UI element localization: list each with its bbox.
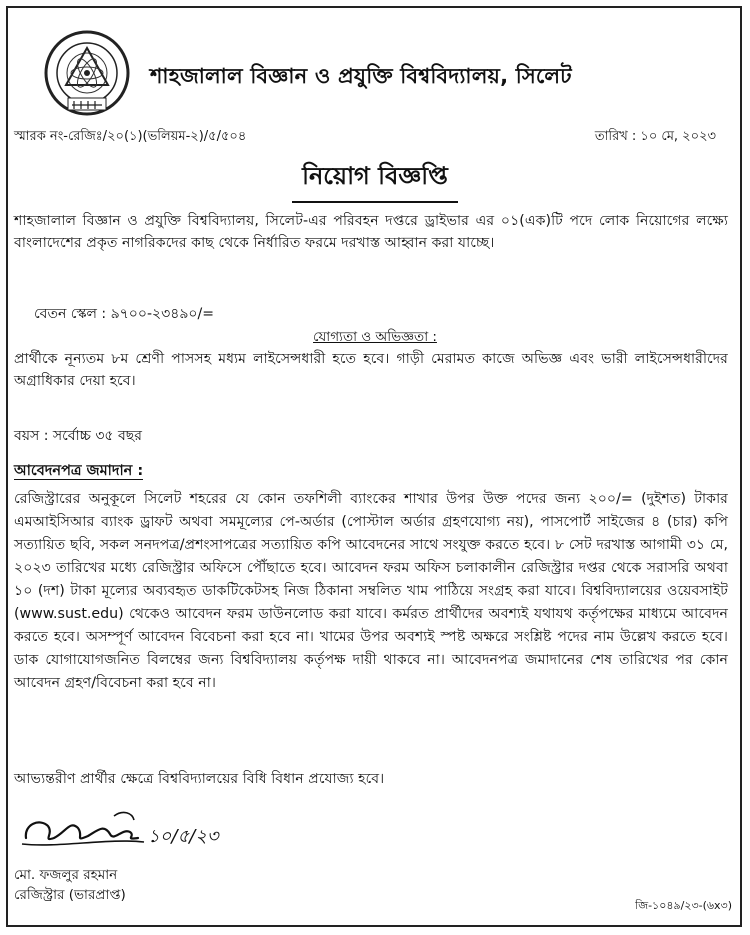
signer-name: মো. ফজলুর রহমান (14, 867, 118, 883)
age-limit: বয়স : সর্বোচ্চ ৩৫ বছর (14, 428, 142, 444)
application-text: রেজিস্ট্রারের অনুকূলে সিলেট শহরের যে কোন তফশিলী ব্যাংকের শাখার উপর উক্ত পদের জন্য ২০০/= (দুইশত) টাকার এমআইসিআর ব্যাংক ড্রাফট অথবা সমমূল্যের পে-অর্ডার (পোস্টাল অর্ডার গ্রহণযোগ্য নয়), পাসপোর্ট সাইজের ৪ (চার) কপি সত্যায়িত ছবি, সকল সনদপত্র/প্রশংসাপত্রের সত্যায়িত কপি আবেদনের সাথে সংযুক্ত করতে হবে। ৮ সেট দরখাস্ত আগামী ৩১ মে, ২০২৩ তারিখের মধ্যে রেজিস্ট্রার অফিসে পৌঁছাতে হবে। আবেদন ফরম অফিস চলাকালীন রেজিস্ট্রার দপ্তর থেকে সরাসরি অথবা ১০ (দশ) টাকা মূল্যের অব্যবহৃত ডাকটিকেটসহ নিজ ঠিকানা সম্বলিত খাম পাঠিয়ে সংগ্রহ করা যাবে। বিশ্ববিদ্যালয়ের ওয়েবসাইট (www.sust.edu) থেকেও আবেদন ফরম ডাউনলোড করা যাবে। কর্মরত প্রার্থীদের অবশ্যই যথাযথ কর্তৃপক্ষের মাধ্যমে আবেদন করতে হবে। অসম্পূর্ণ আবেদন বিবেচনা করা হবে না। খামের উপর অবশ্যই স্পষ্ট অক্ষরে সংশ্লিষ্ট পদের নাম উল্লেখ করতে হবে। ডাক যোগাযোগজনিত বিলম্বের জন্য বিশ্ববিদ্যালয় কর্তৃপক্ষ দায়ী থাকবে না। আবেদনপত্র জমাদানের শেষ তারিখের পর কোন আবেদন গ্রহণ/বিবেচনা করা হবে না। (14, 491, 728, 691)
internal-candidate-note: আভ্যন্তরীণ প্রার্থীর ক্ষেত্রে বিশ্ববিদ্যালয়ের বিধি বিধান প্রযোজ্য হবে। (14, 771, 385, 787)
university-name: শাহজালাল বিজ্ঞান ও প্রযুক্তি বিশ্ববিদ্যালয়, সিলেট (150, 64, 572, 88)
application-heading-wrap (14, 460, 143, 484)
handwritten-signature (18, 808, 258, 856)
pay-scale: বেতন স্কেল : ৯৭০০-২৩৪৯০/= (34, 306, 214, 322)
intro-paragraph: শাহজালাল বিজ্ঞান ও প্রযুক্তি বিশ্ববিদ্যালয়, সিলেট-এর পরিবহন দপ্তরে ড্রাইভার এর ০১(এক)টি পদে লোক নিয়োগের লক্ষ্যে বাংলাদেশের প্রকৃত নাগরিকদের কাছ থেকে নির্ধারিত ফরমে দরখাস্ত আহ্বান করা যাচ্ছে। (14, 213, 728, 251)
publication-ref-code: জি-১০৪৯/২৩-(৬x৩) (635, 899, 732, 912)
memo-number: স্মারক নং-রেজিঃ/২০(১)(ভলিয়ম-২)/৫/৫০৪ (14, 129, 247, 144)
notice-date: তারিখ : ১০ মে, ২০২৩ (594, 129, 716, 144)
qualification-heading-wrap (0, 326, 750, 349)
notice-title: নিয়োগ বিজ্ঞপ্তি (292, 156, 458, 203)
application-heading: আবেদনপত্র জমাদান : (14, 463, 144, 479)
university-logo (44, 30, 130, 116)
signature-date: ১০/৫/২৩ (148, 826, 219, 847)
notice-title-wrap (0, 156, 750, 203)
signer-designation: রেজিস্ট্রার (ভারপ্রাপ্ত) (14, 887, 126, 903)
qualification-heading: যোগ্যতা ও অভিজ্ঞতা : (313, 329, 437, 345)
qualification-text: প্রার্থীকে নূন্যতম ৮ম শ্রেণী পাসসহ মধ্যম লাইসেন্সধারী হতে হবে। গাড়ী মেরামত কাজে অভিজ্ঞ এবং ভারী লাইসেন্সধারীদের অগ্রাধিকার দেয়া হবে। (14, 351, 728, 389)
